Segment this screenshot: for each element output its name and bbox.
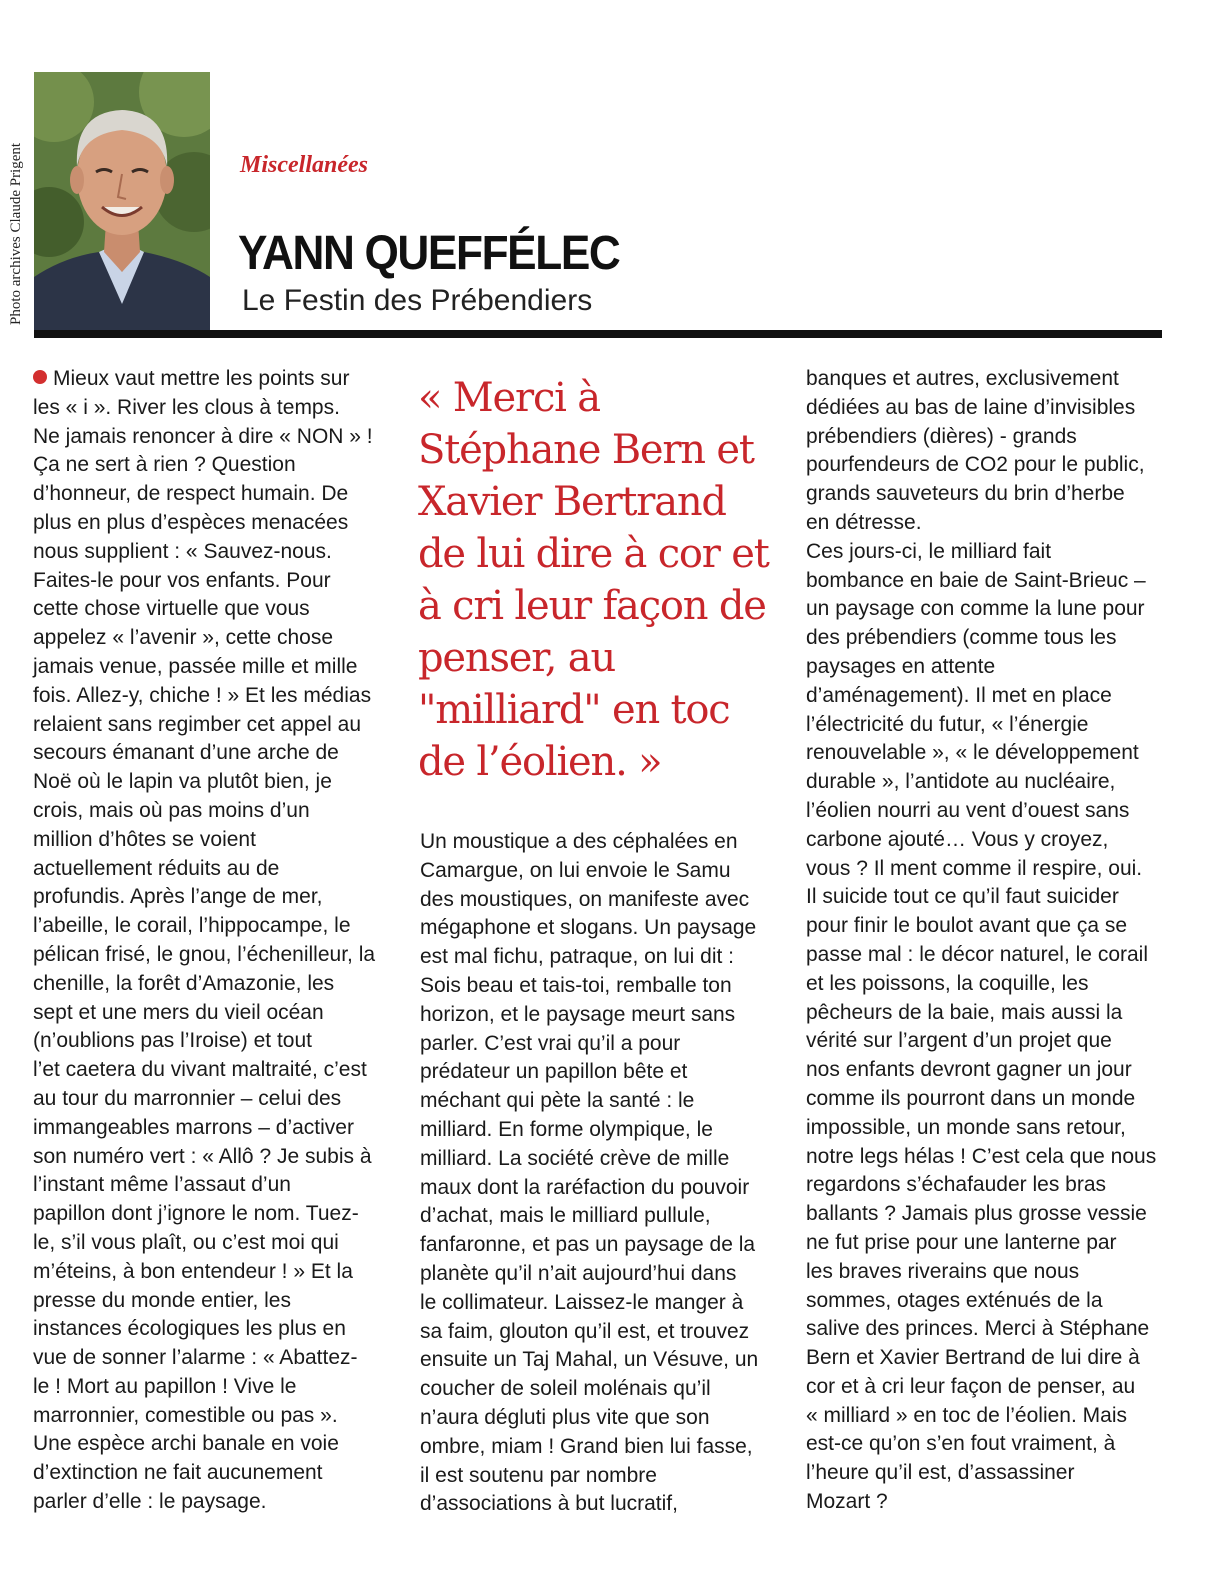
body-line: ballants ? Jamais plus grosse vessie xyxy=(806,1202,1147,1226)
body-line: regardons s’échafauder les bras xyxy=(806,1173,1107,1197)
body-line: profundis. Après l’ange de mer, xyxy=(33,885,323,909)
body-line: renouvelable », « le développement xyxy=(806,741,1139,765)
body-line: d’extinction ne fait aucunement xyxy=(33,1461,323,1485)
pull-quote-line: à cri leur façon de xyxy=(418,583,766,629)
body-line: milliard. La société crève de mille xyxy=(420,1146,730,1170)
body-line: Mieux vaut mettre les points sur xyxy=(33,365,393,394)
body-line: et les poissons, la coquille, les xyxy=(806,971,1089,995)
body-line: dédiées au bas de laine d’invisibles xyxy=(806,395,1136,419)
body-line: jamais venue, passée mille et mille xyxy=(33,654,358,678)
body-line: Bern et Xavier Bertrand de lui dire à xyxy=(806,1346,1140,1370)
pull-quote-line: "milliard" en toc xyxy=(418,687,730,733)
body-line: l’éolien nourri au vent d’ouest sans xyxy=(806,798,1130,822)
body-line: pour finir le boulot avant que ça se xyxy=(806,914,1128,938)
body-line: Il suicide tout ce qu’il faut suicider xyxy=(806,885,1119,909)
body-line: cor et à cri leur façon de penser, au xyxy=(806,1374,1136,1398)
body-line: des prébendiers (comme tous les xyxy=(806,626,1117,650)
body-line: comme ils pourront dans un monde xyxy=(806,1086,1136,1110)
header-rule xyxy=(34,330,1162,338)
body-line: salive des princes. Merci à Stéphane xyxy=(806,1317,1150,1341)
body-line: marronnier, comestible ou pas ». xyxy=(33,1403,338,1427)
body-line: est mal fichu, patraque, on lui dit : xyxy=(420,945,735,969)
body-line: Ces jours-ci, le milliard fait xyxy=(806,539,1052,563)
body-line: actuellement réduits au de xyxy=(33,856,280,880)
body-line: Un moustique a des céphalées en xyxy=(420,830,738,853)
body-line: secours émanant d’une arche de xyxy=(33,741,339,765)
body-line: en détresse. xyxy=(806,510,922,534)
body-line: Ne jamais renoncer à dire « NON » ! xyxy=(33,424,373,448)
body-line: Faites-le pour vos enfants. Pour xyxy=(33,568,331,592)
body-line: pélican frisé, le gnou, l’échenilleur, la xyxy=(33,942,376,966)
body-line: presse du monde entier, les xyxy=(33,1288,291,1312)
article-column-2 xyxy=(420,828,780,1519)
body-line: chenille, la forêt d’Amazonie, les xyxy=(33,971,335,995)
body-line: instances écologiques les plus en xyxy=(33,1317,346,1341)
body-line: est-ce qu’on s’en fout vraiment, à xyxy=(806,1432,1116,1456)
body-line: le collimateur. Laissez-le manger à xyxy=(420,1290,744,1314)
pull-quote-line: de lui dire à cor et xyxy=(418,531,769,577)
article-column-1 xyxy=(33,365,393,1517)
body-line: grands sauveteurs du brin d’herbe xyxy=(806,482,1125,506)
body-line: Noë où le lapin va plutôt bien, je xyxy=(33,770,332,794)
pull-quote-line: Xavier Bertrand xyxy=(418,479,726,525)
body-line: (n’oublions pas l’Iroise) et tout xyxy=(33,1029,312,1053)
body-line: méchant qui pète la santé : le xyxy=(420,1089,695,1113)
body-line: mégaphone et slogans. Un paysage xyxy=(420,916,757,940)
pull-quote-line: de l’éolien. » xyxy=(418,739,662,785)
body-line: planète qu’il n’ait aujourd’hui dans xyxy=(420,1261,737,1285)
body-line: crois, mais où pas moins d’un xyxy=(33,798,310,822)
body-line: fois. Allez-y, chiche ! » Et les médias xyxy=(33,683,372,707)
body-line: vue de sonner l’alarme : « Abattez- xyxy=(33,1346,358,1370)
body-line: parler d’elle : le paysage. xyxy=(33,1490,267,1514)
body-line: Camargue, on lui envoie le Samu xyxy=(420,858,731,882)
body-line: l’abeille, le corail, l’hippocampe, le xyxy=(33,914,351,938)
body-line: pourfendeurs de CO2 pour le public, xyxy=(806,453,1145,477)
body-line: durable », l’antidote au nucléaire, xyxy=(806,770,1116,794)
body-line: nous supplient : « Sauvez-nous. xyxy=(33,539,332,563)
body-line: cette chose virtuelle que vous xyxy=(33,597,310,621)
body-line: m’éteins, à bon entendeur ! » Et la xyxy=(33,1259,353,1283)
body-line: un paysage con comme la lune pour xyxy=(806,597,1145,621)
body-line: d’associations à but lucratif, xyxy=(420,1492,678,1516)
body-line: prédateur un papillon bête et xyxy=(420,1060,688,1084)
body-line: parler. C’est vrai qu’il a pour xyxy=(420,1031,681,1055)
body-line: passe mal : le décor naturel, le corail xyxy=(806,942,1148,966)
body-line: sommes, otages exténués de la xyxy=(806,1288,1103,1312)
article-title: Le Festin des Prébendiers xyxy=(242,284,593,317)
body-line: paysages en attente xyxy=(806,654,996,678)
body-line: il est soutenu par nombre xyxy=(420,1463,657,1487)
body-line: maux dont la raréfaction du pouvoir xyxy=(420,1175,750,1199)
body-line: son numéro vert : « Allô ? Je subis à xyxy=(33,1144,372,1168)
body-line: sa faim, glouton qu’il est, et trouvez xyxy=(420,1319,750,1343)
body-line: ensuite un Taj Mahal, un Vésuve, un xyxy=(420,1348,759,1372)
body-line: million d’hôtes se voient xyxy=(33,827,256,851)
body-line: milliard. En forme olympique, le xyxy=(420,1117,713,1141)
body-line: les braves riverains que nous xyxy=(806,1259,1080,1283)
body-line: n’aura dégluti plus vite que son xyxy=(420,1405,710,1429)
body-line: le ! Mort au papillon ! Vive le xyxy=(33,1374,297,1398)
body-line: ombre, miam ! Grand bien lui fasse, xyxy=(420,1434,753,1458)
body-line: appelez « l’avenir », cette chose xyxy=(33,626,334,650)
body-line: impossible, un monde sans retour, xyxy=(806,1115,1126,1139)
body-line: horizon, et le paysage meurt sans xyxy=(420,1002,736,1026)
body-line: d’honneur, de respect humain. De xyxy=(33,482,349,506)
body-line: « milliard » en toc de l’éolien. Mais xyxy=(806,1403,1127,1427)
body-line: banques et autres, exclusivement xyxy=(806,367,1119,390)
body-line: bombance en baie de Saint-Brieuc – xyxy=(806,568,1146,592)
article-column-3 xyxy=(806,365,1166,1517)
bullet-icon xyxy=(33,370,47,384)
photo-credit: Photo archives Claude Prigent xyxy=(8,142,24,325)
body-line: au tour du marronnier – celui des xyxy=(33,1086,342,1110)
body-line: relaient sans regimber cet appel au xyxy=(33,712,362,736)
body-line: l’et caetera du vivant maltraité, c’est xyxy=(33,1058,367,1082)
body-line: Ça ne sert à rien ? Question xyxy=(33,453,296,477)
body-line: nos enfants devront gagner un jour xyxy=(806,1058,1132,1082)
body-line: pêcheurs de la baie, mais aussi la xyxy=(806,1000,1123,1024)
pull-quote-line: Stéphane Bern et xyxy=(418,427,754,473)
body-line: l’heure qu’il est, d’assassiner xyxy=(806,1461,1075,1485)
body-line: d’achat, mais le milliard pullule, xyxy=(420,1204,711,1228)
body-line: fanfaronne, et pas un paysage de la xyxy=(420,1233,756,1257)
author-name: YANN QUEFFÉLEC xyxy=(238,227,620,280)
body-line: l’électricité du futur, « l’énergie xyxy=(806,712,1089,736)
body-line: notre legs hélas ! C’est cela que nous xyxy=(806,1144,1157,1168)
section-kicker: Miscellanées xyxy=(240,152,368,178)
body-line: carbone ajouté… Vous y croyez, xyxy=(806,827,1109,851)
body-line: le, s’il vous plaît, ou c’est moi qui xyxy=(33,1230,339,1254)
body-line: des moustiques, on manifeste avec xyxy=(420,887,750,911)
pull-quote xyxy=(418,372,790,788)
body-line: sept et une mers du vieil océan xyxy=(33,1000,324,1024)
body-line: prébendiers (dières) - grands xyxy=(806,424,1077,448)
body-line: Une espèce archi banale en voie xyxy=(33,1432,339,1456)
body-line: ne fut prise pour une lanterne par xyxy=(806,1230,1117,1254)
body-line: les « i ». River les clous à temps. xyxy=(33,395,340,419)
pull-quote-line: penser, au xyxy=(418,635,616,681)
body-line: coucher de soleil molénais qu’il xyxy=(420,1377,711,1401)
body-line: plus en plus d’espèces menacées xyxy=(33,510,349,534)
body-line: d’aménagement). Il met en place xyxy=(806,683,1112,707)
body-line: Sois beau et tais-toi, remballe ton xyxy=(420,973,732,997)
body-line: vous ? Il ment comme il respire, oui. xyxy=(806,856,1143,880)
pull-quote-line: « Merci à xyxy=(418,375,600,421)
body-line: Mozart ? xyxy=(806,1490,888,1514)
body-line: immangeables marrons – d’activer xyxy=(33,1115,354,1139)
author-portrait xyxy=(34,72,210,330)
body-line: papillon dont j’ignore le nom. Tuez- xyxy=(33,1202,359,1226)
body-line: l’instant même l’assaut d’un xyxy=(33,1173,291,1197)
body-line: vérité sur l’argent d’un projet que xyxy=(806,1029,1112,1053)
